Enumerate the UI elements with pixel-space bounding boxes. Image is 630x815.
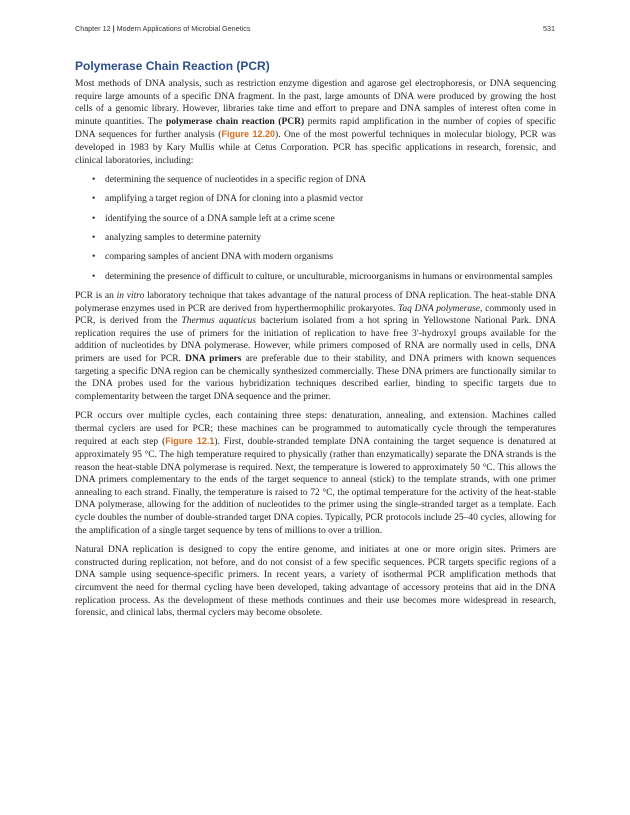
chapter-title: Modern Applications of Microbial Genetics — [116, 24, 251, 33]
chapter-separator: | — [112, 24, 115, 33]
chapter-label: Chapter 12 — [75, 24, 111, 33]
list-item: • determining the presence of difficult to culture, or unculturable, microorganisms in humans or environmental samples — [105, 271, 556, 283]
term-pcr: polymerase chain reaction (PCR) — [165, 116, 305, 127]
text-run: permits rapid amplification in the number of copies of specific DNA sequences for further analysis ( — [75, 116, 556, 141]
list-item: • identifying the source of a DNA sample left at a crime scene — [105, 213, 556, 225]
text-run: , commonly used in PCR, is derived from the — [75, 303, 556, 327]
page-number: 531 — [543, 24, 555, 33]
list-item: • determining the sequence of nucleotides in a specific region of DNA — [105, 174, 556, 186]
term-in-vitro: in vitro — [116, 290, 145, 301]
applications-list — [75, 174, 556, 283]
pcr-cycles-paragraph — [75, 410, 556, 537]
list-item: • amplifying a target region of DNA for cloning into a plasmid vector — [105, 193, 556, 205]
text-run: laboratory technique that takes advantage of the natural process of DNA replication. The heat-stable DNA polymerase enzymes used in PCR are derived from hyperthermophilic prokaryotes. — [75, 290, 556, 314]
natural-replication-paragraph: Natural DNA replication is designed to copy the entire genome, and initiates at one or more origin sites. Primers are constructed during replication, not before, and do not consist of a few specific sequences. PCR targets specific regions of a DNA sample using sequence-specific primers. In recent years, a variety of isothermal PCR amplification methods that circumvent the need for thermal cycling have been developed, taking advantage of accessory proteins that aid in the DNA replication process. As the development of these methods continues and their use becomes more widespread in research, forensic, and clinical labs, thermal cyclers may become obsolete. — [75, 545, 556, 619]
text-run: are preferable due to their stability, and DNA primers with known sequences targeting a specific DNA region can be chemically synthesized commercially. These DNA primers are functionally similar to the DNA probes used for the various hybridization techniques described earlier, binding to specific targets due to complementarity between the target DNA sequence and the primer. — [75, 353, 556, 402]
section-body — [75, 78, 556, 627]
term-thermus-aquaticus: Thermus aquaticus — [181, 316, 256, 327]
list-item: • comparing samples of ancient DNA with modern organisms — [105, 251, 556, 263]
text-run: Most methods of DNA analysis, such as restriction enzyme digestion and agarose gel electrophoresis, or DNA sequencing require large amounts of a specific DNA fragment. In the past, large amounts of DNA were produced by growing the host cells of a genomic library. However, libraries take time and effort to prepare and DNA samples of interest often come in minute quantities. The — [75, 79, 556, 127]
text-run: bacterium isolated from a hot spring in Yellowstone National Park. DNA replication requires the use of primers for the initiation of replication to have free 3′-hydroxyl groups available for the addition of nucleotides by DNA polymerase. However, while primers composed of RNA are normally used in cells, DNA primers are used for PCR. — [75, 316, 556, 364]
text-run: ). First, double-stranded template DNA containing the target sequence is denatured at approximately 95 °C. The high temperature required to physically (rather than enzymatically) separate the DNA strands is the reason the heat-stable DNA polymerase is required. Next, the temperature is lowered to approximately 50 °C. This allows the DNA primers complementary to the ends of the target sequence to anneal (stick) to the template strands, with one primer annealing to each strand. Finally, the temperature is raised to 72 °C, the optimal temperature for the activity of the heat-stable DNA polymerase, allowing for the addition of nucleotides to the primer using the single-stranded target as a template. Each cycle doubles the number of double-stranded target DNA copies. Typically, PCR protocols include 25–40 cycles, allowing for the amplification of a single target sequence by tens of millions to over a trillion. — [75, 437, 556, 536]
chapter-heading — [75, 24, 250, 33]
pcr-technique-paragraph — [75, 290, 556, 403]
intro-paragraph — [75, 78, 556, 167]
text-run: ). One of the most powerful techniques in molecular biology, PCR was developed in 1983 by Kary Mullis while at Cetus Corporation. PCR has specific applications in research, forensic, and clinical laboratories, including: — [75, 130, 557, 166]
term-taq-polymerase: Taq DNA polymerase — [398, 303, 480, 314]
section-title: Polymerase Chain Reaction (PCR) — [75, 59, 270, 73]
text-run: PCR is an — [75, 290, 117, 301]
term-dna-primers: DNA primers — [185, 353, 242, 364]
text-run: PCR occurs over multiple cycles, each containing three steps: denaturation, annealing, and extension. Machines called thermal cyclers are used for PCR; these machines can be programmed to automatically cycle through the temperatures required at each step ( — [75, 411, 556, 448]
figure-12-1-link[interactable]: Figure 12.1 — [165, 436, 215, 447]
figure-12-20-link[interactable]: Figure 12.20 — [221, 129, 276, 140]
list-item: • analyzing samples to determine paternity — [105, 232, 556, 244]
